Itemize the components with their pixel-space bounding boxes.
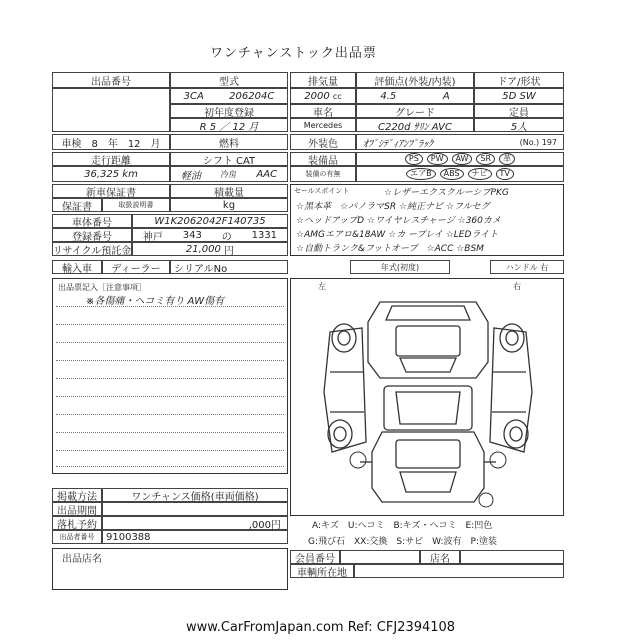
maker-value: Mercedes: [290, 118, 356, 132]
method-value: ワンチャンス価格(車両価格): [102, 488, 288, 502]
lot-number-label: 出品番号: [52, 72, 170, 88]
selling-points-heading: セールスポイント: [294, 187, 350, 195]
displacement-value: 2000 cc: [290, 88, 356, 104]
recycle-label: リサイクル預託金: [52, 242, 132, 256]
import-serial: シリアルNo: [170, 260, 288, 274]
import-dealer: ディーラー: [102, 260, 170, 274]
notes-rule: [56, 432, 284, 433]
mileage-label: 走行距離: [52, 152, 170, 166]
price-value: ,000円: [102, 516, 288, 530]
notes-rule: [56, 378, 284, 379]
score-value: 4.5 A: [356, 88, 474, 104]
import-label: 輸入車: [52, 260, 102, 274]
fuel-ac-value: 軽油 冷房 AAC: [170, 166, 288, 182]
first-reg-value: R 5 ／ 12 月: [170, 118, 288, 132]
color-value: ｵﾌﾞｼﾃﾞｨｱﾝﾌﾞﾗｯｸ (No.) 197: [356, 134, 564, 150]
grade-label: グレード: [356, 104, 474, 118]
diagram-right-label: 右: [513, 282, 521, 291]
notes-heading: 出品票記入［注意事項］: [58, 283, 146, 292]
damage-legend-line-1: A:キズ U:ヘコミ B:キズ・ヘコミ E:凹色: [312, 521, 493, 531]
model-label: 型式: [170, 72, 288, 88]
color-label: 外装色: [290, 134, 356, 150]
member-no-label: 会員番号: [290, 550, 340, 564]
displacement-label: 排気量: [290, 72, 356, 88]
first-reg-label: 初年度登録: [170, 104, 288, 118]
recycle-value: 21,000 円: [132, 242, 288, 256]
member-no-value: [340, 550, 420, 564]
fuel-label: 燃料: [170, 134, 288, 150]
equipment-options-1: PS PW AW SR 革: [356, 152, 564, 166]
model-value: 3CA 206204C: [170, 88, 288, 104]
year-label: 年式(初度): [350, 260, 450, 274]
member-value: 9100388: [102, 530, 288, 544]
grade-value: C220d ｻﾘﾝ AVC: [356, 118, 474, 132]
transport-value: [354, 564, 564, 578]
shop-value: [460, 550, 564, 564]
reference-footer: www.CarFromJapan.com Ref: CFJ2394108: [186, 620, 456, 635]
doors-label: ドア/形状: [474, 72, 564, 88]
notes-rule: [56, 324, 284, 325]
vin-label: 車体番号: [52, 214, 132, 228]
notes-rule: [56, 342, 284, 343]
sheet-title: ワンチャンストック出品票: [210, 46, 377, 61]
selling-point-line: ☆黒本革 ☆パノラマSR ☆純正ナビ ☆フルセグ: [296, 202, 490, 212]
price-label: 落札予約: [52, 516, 102, 530]
shift-label: シフト CAT: [170, 152, 288, 166]
shop-label: 店名: [420, 550, 460, 564]
member-label: 出品者番号: [52, 530, 102, 544]
car-diagram: [300, 292, 556, 514]
notes-box: [52, 278, 288, 474]
selling-point-line: ☆レザーエクスクルーシブPKG: [384, 188, 509, 198]
selling-point-line: ☆自動トランク&フットオープ ☆ACC ☆BSM: [296, 244, 484, 254]
diagram-left-label: 左: [318, 282, 326, 291]
handle-label: ハンドル 右: [490, 260, 564, 274]
warranty-value: 取扱説明書: [102, 198, 170, 212]
transport-label: 車輌所在地: [290, 564, 354, 578]
damage-legend-line-2: G:飛び石 XX:交換 S:サビ W:波有 P:塗装: [308, 537, 497, 547]
vin-value: W1K2062042F140735: [132, 214, 288, 228]
maker-label: 車名: [290, 104, 356, 118]
load-label: 積載量: [170, 184, 288, 198]
plate-label: 登録番号: [52, 228, 132, 242]
equipment-label: 装備品: [290, 152, 356, 166]
mileage-value: 36,325 km: [52, 166, 170, 182]
inspection-value: 車検 8 年 12 月: [52, 134, 170, 150]
store-name-label: 出品店名: [62, 554, 102, 565]
notes-rule: [56, 414, 284, 415]
notes-rule: [56, 396, 284, 397]
notes-rule: [56, 450, 284, 451]
selling-point-line: ☆ヘッドアップD ☆ワイヤレスチャージ ☆360カメ: [296, 216, 501, 226]
equipment-sub-label: 装備の有無: [290, 166, 356, 182]
plate-value: 神戸 343 の 1331: [132, 228, 288, 242]
notes-line: ※各傷痛・ヘコミ有り AW傷有: [86, 296, 225, 307]
equipment-options-2: エアB ABS ナビ TV: [356, 166, 564, 182]
capacity-label: 定員: [474, 104, 564, 118]
new-warranty-label: 新車保証書: [52, 184, 170, 198]
period-label: 出品期間: [52, 502, 102, 516]
load-unit: kg: [170, 198, 288, 212]
capacity-value: 5人: [474, 118, 564, 132]
notes-rule: [56, 306, 284, 307]
selling-point-line: ☆AMGエアロ&18AW ☆カ ープレイ ☆LEDライト: [296, 230, 499, 240]
lot-number-value: [52, 88, 170, 132]
warranty-label: 保証書: [52, 198, 102, 212]
period-value: [102, 502, 288, 516]
doors-value: 5D SW: [474, 88, 564, 104]
score-label: 評価点(外装/内装): [356, 72, 474, 88]
notes-rule: [56, 360, 284, 361]
notes-rule: [56, 466, 284, 467]
method-label: 掲載方法: [52, 488, 102, 502]
